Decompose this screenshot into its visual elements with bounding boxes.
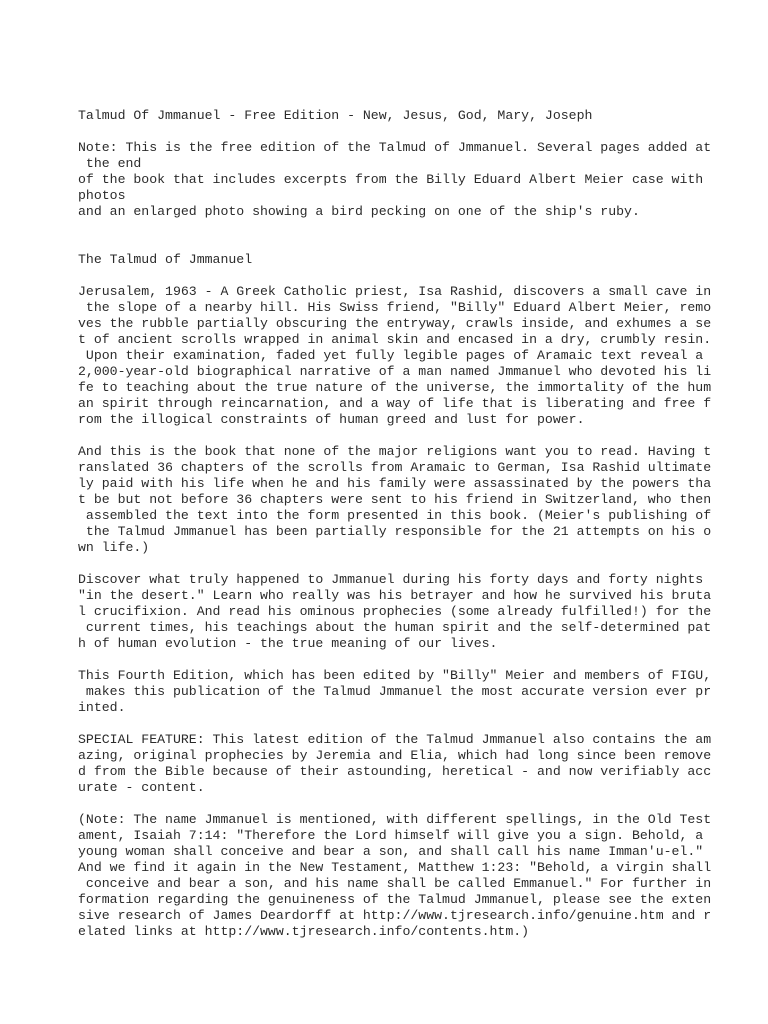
document-title: Talmud Of Jmmanuel - Free Edition - New, Jesus, God, Mary, Joseph [78, 108, 593, 123]
text-line: makes this publication of the Talmud Jmmanuel the most accurate version ever pr [78, 684, 712, 699]
document-page [78, 108, 758, 940]
text-line: t be but not before 36 chapters were sent to his friend in Switzerland, who then [78, 492, 712, 507]
text-line: d from the Bible because of their astounding, heretical - and now verifiably acc [78, 764, 712, 779]
text-line: assembled the text into the form presented in this book. (Meier's publishing of [78, 508, 712, 523]
text-line: "in the desert." Learn who really was his betrayer and how he survived his bruta [78, 588, 712, 603]
text-line: And we find it again in the New Testament, Matthew 1:23: "Behold, a virgin shall [78, 860, 712, 875]
text-line: the slope of a nearby hill. His Swiss friend, "Billy" Eduard Albert Meier, remo [78, 300, 712, 315]
text-line: formation regarding the genuineness of the Talmud Jmmanuel, please see the exten [78, 892, 712, 907]
text-line: fe to teaching about the true nature of the universe, the immortality of the hum [78, 380, 712, 395]
text-line: sive research of James Deardorff at http://www.tjresearch.info/genuine.htm and r [78, 908, 712, 923]
text-line: 2,000-year-old biographical narrative of a man named Jmmanuel who devoted his li [78, 364, 712, 379]
text-line: Upon their examination, faded yet fully legible pages of Aramaic text reveal a [78, 348, 704, 363]
paragraph-3 [78, 572, 758, 652]
paragraph-5 [78, 732, 758, 796]
text-line: Jerusalem, 1963 - A Greek Catholic priest, Isa Rashid, discovers a small cave in [78, 284, 712, 299]
text-line: current times, his teachings about the human spirit and the self-determined pat [78, 620, 712, 635]
text-line: the end [78, 156, 142, 171]
text-line: conceive and bear a son, and his name shall be called Emmanuel." For further in [78, 876, 712, 891]
text-line: photos [78, 188, 126, 203]
text-line: azing, original prophecies by Jeremia and Elia, which had long since been remove [78, 748, 712, 763]
text-line: Discover what truly happened to Jmmanuel during his forty days and forty nights [78, 572, 704, 587]
text-line: and an enlarged photo showing a bird pecking on one of the ship's ruby. [78, 204, 640, 219]
text-line: (Note: The name Jmmanuel is mentioned, with different spellings, in the Old Test [78, 812, 712, 827]
paragraph-6 [78, 812, 758, 940]
text-line: an spirit through reincarnation, and a way of life that is liberating and free f [78, 396, 712, 411]
text-line: rom the illogical constraints of human greed and lust for power. [78, 412, 585, 427]
text-line: urate - content. [78, 780, 205, 795]
note-paragraph [78, 140, 758, 220]
paragraph-1 [78, 284, 758, 428]
text-line: t of ancient scrolls wrapped in animal skin and encased in a dry, crumbly resin. [78, 332, 712, 347]
text-line: ament, Isaiah 7:14: "Therefore the Lord himself will give you a sign. Behold, a [78, 828, 704, 843]
paragraph-4 [78, 668, 758, 716]
text-line: wn life.) [78, 540, 150, 555]
section-heading: The Talmud of Jmmanuel [78, 252, 253, 267]
text-line: ves the rubble partially obscuring the entryway, crawls inside, and exhumes a se [78, 316, 712, 331]
text-line: SPECIAL FEATURE: This latest edition of the Talmud Jmmanuel also contains the am [78, 732, 712, 747]
text-line: ranslated 36 chapters of the scrolls from Aramaic to German, Isa Rashid ultimate [78, 460, 712, 475]
text-line: ly paid with his life when he and his family were assassinated by the powers tha [78, 476, 712, 491]
text-line: elated links at http://www.tjresearch.info/contents.htm.) [78, 924, 530, 939]
paragraph-2 [78, 444, 758, 556]
text-line: l crucifixion. And read his ominous prophecies (some already fulfilled!) for the [78, 604, 712, 619]
text-line: h of human evolution - the true meaning of our lives. [78, 636, 498, 651]
text-line: Note: This is the free edition of the Talmud of Jmmanuel. Several pages added at [78, 140, 712, 155]
text-line: inted. [78, 700, 126, 715]
text-line: of the book that includes excerpts from the Billy Eduard Albert Meier case with [78, 172, 704, 187]
text-line: young woman shall conceive and bear a son, and shall call his name Imman'u-el." [78, 844, 704, 859]
text-line: And this is the book that none of the major religions want you to read. Having t [78, 444, 712, 459]
text-line: This Fourth Edition, which has been edited by "Billy" Meier and members of FIGU, [78, 668, 712, 683]
text-line: the Talmud Jmmanuel has been partially responsible for the 21 attempts on his o [78, 524, 712, 539]
